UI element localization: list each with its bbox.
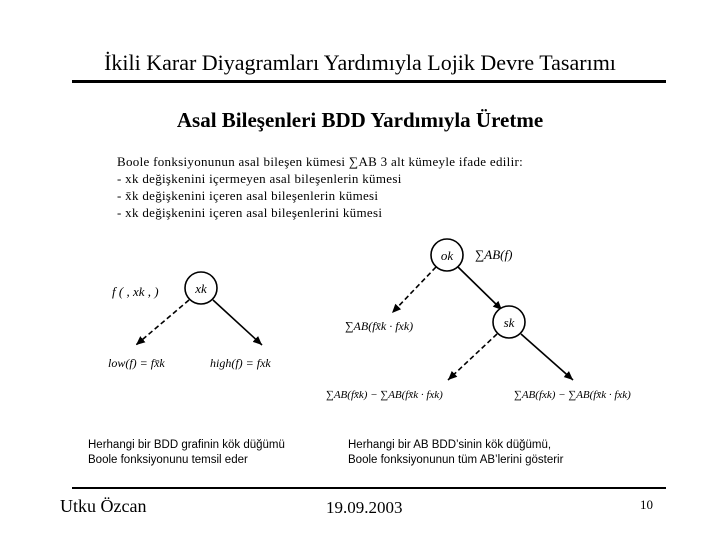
left-caption-line-2: Boole fonksiyonunu temsil eder	[88, 454, 248, 466]
high-function-label: high(f) = fxk	[210, 356, 271, 370]
function-label: f ( , xk , )	[112, 284, 159, 299]
node-sk-label: sk	[503, 315, 515, 330]
page-number: 10	[640, 497, 653, 512]
description-line-1: Boole fonksiyonunun asal bileşen kümesi ∑AB 3 alt kümeyle ifade edilir:	[117, 154, 524, 169]
description-line-2: - xk değişkenini içermeyen asal bileşenlerin kümesi	[117, 171, 402, 186]
root-node-ok-label: ok	[440, 248, 454, 263]
sk-low-edge	[448, 334, 497, 380]
low-edge-dashed	[136, 300, 189, 345]
right-caption-line-1: Herhangi bir AB BDD’sinin kök düğümü,	[348, 439, 552, 451]
common-set-label: ∑AB(fx̄k · fxk)	[345, 319, 414, 333]
slide-heading: Asal Bileşenleri BDD Yardımıyla Üretme	[176, 108, 544, 132]
left-caption	[88, 438, 285, 468]
low-function-label: low(f) = fx̄k	[108, 356, 165, 370]
right-caption	[348, 438, 563, 468]
left-caption-line-1: Herhangi bir BDD grafinin kök düğümü	[88, 439, 285, 451]
ok-high-edge	[458, 267, 502, 310]
right-caption-line-2: Boole fonksiyonunun tüm AB’lerini gösterir	[348, 454, 564, 466]
root-set-label: ∑AB(f)	[475, 247, 513, 262]
root-node-label: xk	[195, 281, 207, 296]
high-edge-solid	[213, 300, 262, 345]
leaf-left-set-label: ∑AB(fx̄k) − ∑AB(fx̄k · fxk)	[326, 389, 443, 401]
description-line-4: - xk değişkenini içeren asal bileşenlerini kümesi	[117, 205, 383, 220]
sk-high-edge	[521, 334, 573, 380]
right-ab-bdd	[326, 239, 631, 401]
leaf-right-set-label: ∑AB(fxk) − ∑AB(fx̄k · fxk)	[514, 389, 631, 401]
footer-date: 19.09.2003	[326, 498, 403, 517]
footer-author: Utku Özcan	[60, 496, 147, 516]
ok-low-edge	[392, 267, 436, 313]
slide-title: İkili Karar Diyagramları Yardımıyla Lojik Devre Tasarımı	[104, 50, 616, 75]
footer-divider	[72, 487, 666, 489]
left-bdd	[108, 272, 271, 370]
description-line-3: - x̄k değişkenini içeren asal bileşenlerin kümesi	[117, 188, 379, 203]
